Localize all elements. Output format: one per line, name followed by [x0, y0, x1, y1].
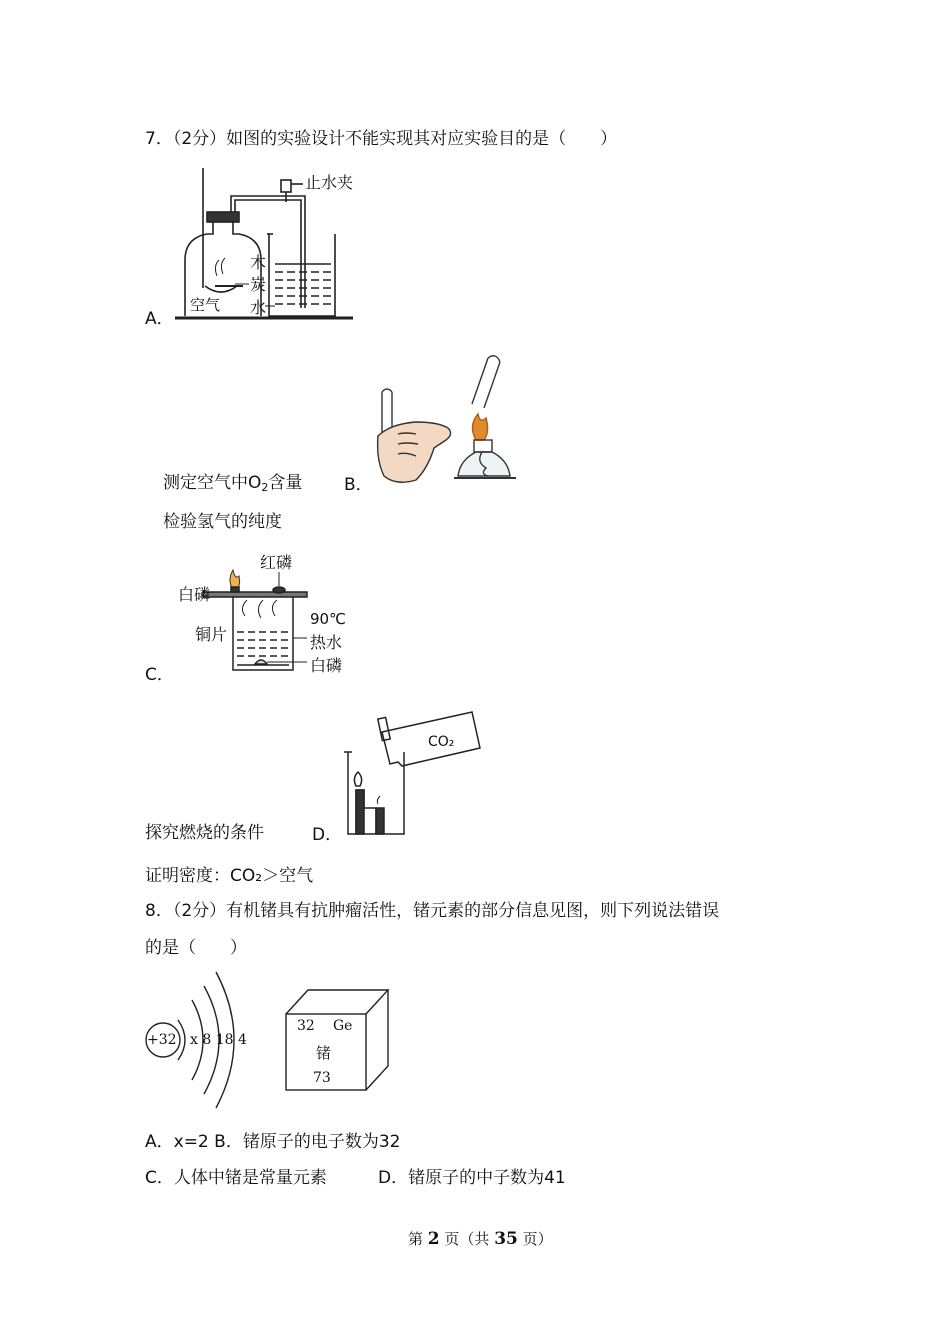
fig-c-red-phosphorus-label: 红磷 [260, 553, 293, 572]
fig-c-hot-water-label: 热水 [310, 633, 343, 652]
fig-a-clamp-label: 止水夹 [305, 173, 354, 192]
q7-option-b-letter: B． [344, 475, 373, 495]
q7-option-b-caption: 检验氢气的纯度 [163, 512, 282, 532]
q8-options-line1: A．x=2 B．锗原子的电子数为32 [145, 1132, 401, 1152]
q7-option-a-letter: A． [145, 309, 174, 329]
element-name: 锗 [316, 1044, 332, 1062]
fig-a-water-label: 水 [250, 298, 267, 317]
fig-a-charcoal-label-2: 炭 [250, 275, 267, 294]
fig-a-charcoal-label-1: 木 [250, 253, 267, 272]
page-footer: 第 2 页（共 35 页） [408, 1229, 553, 1249]
atom-electron-shells: x 8 18 4 [190, 1032, 247, 1048]
fig-b-test-tube-flame [376, 348, 528, 486]
fig-c-white-phosphorus-bottom-label: 白磷 [310, 656, 343, 675]
fig-c-white-phosphorus-top-label: 白磷 [178, 585, 211, 604]
q7-option-a-caption: 测定空气中$O_2$含量 [163, 473, 303, 494]
element-card-germanium [282, 986, 394, 1096]
fig-d-bottle-label: CO₂ [428, 734, 455, 750]
element-atomic-number: 32 [297, 1018, 315, 1034]
q7-option-d-caption: 证明密度：CO₂＞空气 [145, 866, 314, 886]
fig-a-air-label: 空气 [190, 296, 221, 314]
atom-nucleus-charge: +32 [147, 1032, 177, 1048]
q8-option-c: C．人体中锗是常量元素 [145, 1168, 327, 1188]
q8-option-d: D．锗原子的中子数为41 [378, 1168, 566, 1188]
q7-stem: 7．（2分）如图的实验设计不能实现其对应实验目的是（ ） [145, 129, 618, 149]
q8-stem-line1: 8．（2分）有机锗具有抗肿瘤活性，锗元素的部分信息见图，则下列说法错误 [145, 901, 720, 921]
fig-d-co2-pouring [342, 708, 484, 840]
fig-c-copper-label: 铜片 [195, 625, 228, 644]
q7-option-c-letter: C． [145, 665, 174, 685]
element-symbol: Ge [333, 1018, 353, 1034]
element-atomic-mass: 73 [313, 1070, 331, 1086]
q7-option-c-caption: 探究燃烧的条件 [145, 823, 264, 843]
fig-c-temperature-label: 90℃ [310, 610, 346, 628]
q7-option-d-letter: D． [312, 825, 343, 845]
q8-stem-line2: 的是（ ） [145, 938, 247, 958]
